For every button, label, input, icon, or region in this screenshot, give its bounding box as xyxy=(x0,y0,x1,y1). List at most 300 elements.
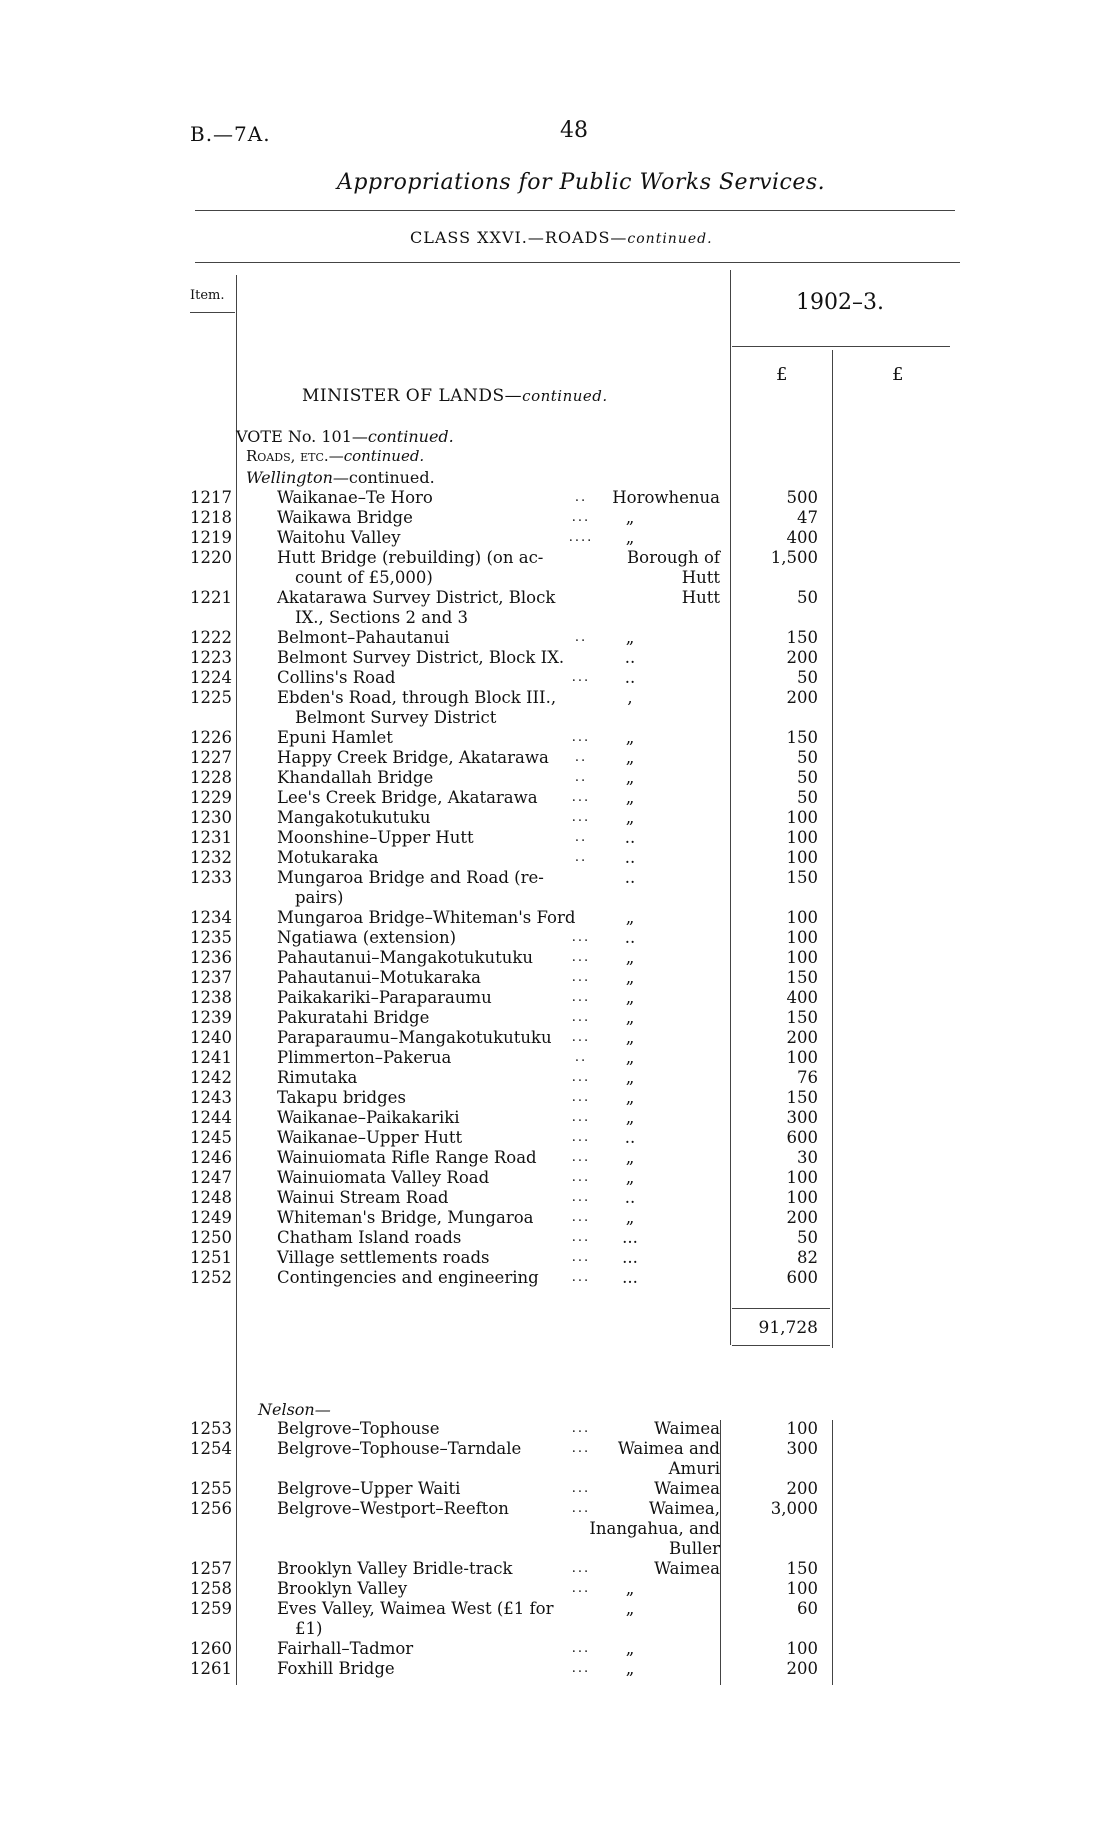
item-description xyxy=(277,768,583,788)
item-description xyxy=(277,488,583,508)
leader-dots: ... xyxy=(571,1421,591,1436)
item-description-line: Happy Creek Bridge, Akatarawa xyxy=(277,748,549,767)
item-number: 1258 xyxy=(190,1579,232,1598)
item-description xyxy=(277,1208,583,1228)
item-description xyxy=(277,788,583,808)
item-district-line: „ xyxy=(625,1639,635,1658)
table-row xyxy=(0,1639,1114,1659)
item-description-line: Paraparaumu–Mangakotukutuku xyxy=(277,1028,552,1047)
item-district xyxy=(580,1479,720,1499)
item-district-line: ... xyxy=(622,1268,638,1287)
item-description-line: Collins's Road xyxy=(277,668,396,687)
item-amount: 100 xyxy=(786,948,818,967)
item-description-line: Khandallah Bridge xyxy=(277,768,434,787)
vote-heading xyxy=(236,427,454,446)
wellington-heading xyxy=(246,468,435,487)
item-district-line: „ xyxy=(625,1659,635,1678)
item-description-continuation: Belmont Survey District xyxy=(295,708,497,727)
item-description xyxy=(277,1559,583,1579)
leader-dots: ... xyxy=(571,1230,591,1245)
item-description-line: Foxhill Bridge xyxy=(277,1659,395,1678)
item-amount: 47 xyxy=(797,508,818,527)
item-description xyxy=(277,1599,583,1639)
item-district-line: .. xyxy=(624,668,636,687)
leader-dots: ... xyxy=(571,1150,591,1165)
item-description xyxy=(277,1579,583,1599)
item-number: 1259 xyxy=(190,1599,232,1618)
item-district xyxy=(600,1008,660,1028)
item-number: 1236 xyxy=(190,948,232,967)
item-district-line: .. xyxy=(624,848,636,867)
item-description-line: Brooklyn Valley xyxy=(277,1579,408,1598)
item-district xyxy=(600,1639,660,1659)
item-district xyxy=(580,1499,720,1559)
item-district xyxy=(600,508,660,528)
item-amount: 30 xyxy=(797,1148,818,1167)
item-description-line: Mungaroa Bridge–Whiteman's Ford xyxy=(277,908,576,927)
table-row xyxy=(0,748,1114,768)
leader-dots: .. xyxy=(574,770,588,785)
leader-dots: ... xyxy=(571,1270,591,1285)
leader-dots: ... xyxy=(571,1030,591,1045)
item-number: 1246 xyxy=(190,1148,232,1167)
item-description xyxy=(277,1228,583,1248)
item-district xyxy=(580,1439,720,1479)
leader-dots: ... xyxy=(571,1110,591,1125)
item-description xyxy=(277,868,583,908)
item-district-line: „ xyxy=(625,1579,635,1598)
item-description xyxy=(277,1048,583,1068)
item-description-line: Whiteman's Bridge, Mungaroa xyxy=(277,1208,534,1227)
item-district xyxy=(600,948,660,968)
nelson-heading xyxy=(258,1400,331,1419)
item-district-line: Waimea xyxy=(654,1559,720,1578)
item-description xyxy=(277,528,583,548)
vote-heading-cont: continued. xyxy=(367,427,454,446)
item-district xyxy=(600,848,660,868)
leader-dots: ... xyxy=(571,1581,591,1596)
item-district xyxy=(600,1068,660,1088)
table-row xyxy=(0,688,1114,728)
roads-heading xyxy=(246,447,424,465)
leader-dots: .... xyxy=(568,530,594,545)
item-description-line: Motukaraka xyxy=(277,848,379,867)
item-description xyxy=(277,1108,583,1128)
table-row xyxy=(0,1168,1114,1188)
leader-dots: ... xyxy=(571,1090,591,1105)
item-description-line: Paikakariki–Paraparaumu xyxy=(277,988,492,1007)
item-district xyxy=(600,1168,660,1188)
item-amount: 150 xyxy=(786,628,818,647)
table-row xyxy=(0,1048,1114,1068)
item-district xyxy=(600,748,660,768)
item-amount: 150 xyxy=(786,1559,818,1578)
item-number: 1257 xyxy=(190,1559,232,1578)
item-description xyxy=(277,1028,583,1048)
item-district-line: „ xyxy=(625,508,635,527)
table-row xyxy=(0,1188,1114,1208)
leader-dots: .. xyxy=(574,1050,588,1065)
table-row xyxy=(0,1659,1114,1679)
item-description xyxy=(277,548,583,588)
table-row xyxy=(0,848,1114,868)
item-number: 1229 xyxy=(190,788,232,807)
table-row xyxy=(0,548,1114,588)
item-district-line: „ xyxy=(625,948,635,967)
item-description xyxy=(277,1248,583,1268)
item-description xyxy=(277,828,583,848)
item-number: 1248 xyxy=(190,1188,232,1207)
table-row xyxy=(0,1559,1114,1579)
item-district xyxy=(600,868,660,888)
vote-heading-text: VOTE No. 101— xyxy=(236,427,368,446)
item-amount: 100 xyxy=(786,908,818,927)
item-amount: 600 xyxy=(786,1128,818,1147)
item-amount: 100 xyxy=(786,808,818,827)
item-district-line: „ xyxy=(625,1168,635,1187)
item-district-line: Waimea and xyxy=(617,1439,720,1458)
item-amount: 100 xyxy=(786,1419,818,1438)
leader-dots: .. xyxy=(574,850,588,865)
item-district xyxy=(600,628,660,648)
item-district-line: „ xyxy=(625,628,635,647)
ministry-heading-text: MINISTER OF LANDS— xyxy=(302,386,523,406)
item-district xyxy=(600,728,660,748)
item-number: 1220 xyxy=(190,548,232,567)
item-description-continuation: pairs) xyxy=(295,888,344,907)
item-number: 1231 xyxy=(190,828,232,847)
table-row xyxy=(0,668,1114,688)
item-description xyxy=(277,1008,583,1028)
table-row xyxy=(0,528,1114,548)
table-row xyxy=(0,648,1114,668)
table-row xyxy=(0,628,1114,648)
item-district-line: ... xyxy=(622,1248,638,1267)
item-description xyxy=(277,1148,583,1168)
item-district-line: ... xyxy=(622,1228,638,1247)
leader-dots: ... xyxy=(571,1501,591,1516)
item-number: 1224 xyxy=(190,668,232,687)
year-column-header: 1902–3. xyxy=(796,290,884,315)
item-amount: 400 xyxy=(786,988,818,1007)
leader-dots: ... xyxy=(571,930,591,945)
item-district-line: Borough of xyxy=(627,548,720,567)
table-row xyxy=(0,1419,1114,1439)
table-row xyxy=(0,1248,1114,1268)
item-description-continuation: IX., Sections 2 and 3 xyxy=(295,608,469,627)
item-district-line: „ xyxy=(625,1048,635,1067)
table-row xyxy=(0,908,1114,928)
item-description-line: Lee's Creek Bridge, Akatarawa xyxy=(277,788,538,807)
leader-dots: ... xyxy=(571,1170,591,1185)
item-district-line: „ xyxy=(625,1008,635,1027)
item-description xyxy=(277,1068,583,1088)
item-district xyxy=(600,828,660,848)
item-number: 1241 xyxy=(190,1048,232,1067)
item-description-continuation: count of £5,000) xyxy=(295,568,433,587)
item-number: 1243 xyxy=(190,1088,232,1107)
item-description-line: Belgrove–Tophouse xyxy=(277,1419,440,1438)
table-row xyxy=(0,1108,1114,1128)
item-amount: 200 xyxy=(786,1479,818,1498)
item-district-line: „ xyxy=(625,1028,635,1047)
item-amount: 500 xyxy=(786,488,818,507)
item-amount: 100 xyxy=(786,1188,818,1207)
item-district-line: Hutt xyxy=(681,568,720,587)
item-description xyxy=(277,1188,583,1208)
item-amount: 50 xyxy=(797,788,818,807)
item-description xyxy=(277,628,583,648)
item-description xyxy=(277,728,583,748)
item-description-line: Waikanae–Upper Hutt xyxy=(277,1128,463,1147)
ministry-heading xyxy=(302,386,608,406)
item-district-line: „ xyxy=(625,1068,635,1087)
item-description-line: Takapu bridges xyxy=(277,1088,406,1107)
table-row xyxy=(0,1499,1114,1559)
item-description-line: Plimmerton–Pakerua xyxy=(277,1048,452,1067)
item-district xyxy=(600,1048,660,1068)
item-amount: 300 xyxy=(786,1108,818,1127)
item-number: 1230 xyxy=(190,808,232,827)
item-district xyxy=(580,588,720,608)
roads-heading-cont: continued. xyxy=(343,447,425,465)
item-number: 1240 xyxy=(190,1028,232,1047)
table-row xyxy=(0,728,1114,748)
item-description xyxy=(277,1659,583,1679)
item-district-line: „ xyxy=(625,1599,635,1618)
item-number: 1245 xyxy=(190,1128,232,1147)
item-description xyxy=(277,1168,583,1188)
class-heading-text: CLASS XXVI.—ROADS— xyxy=(410,228,628,247)
item-amount: 150 xyxy=(786,868,818,887)
item-header-underline xyxy=(190,312,235,313)
table-row xyxy=(0,948,1114,968)
table-row xyxy=(0,1088,1114,1108)
item-district-line: „ xyxy=(625,988,635,1007)
item-district-line: .. xyxy=(624,928,636,947)
item-description-line: Pahautanui–Mangakotukutuku xyxy=(277,948,533,967)
wellington-heading-cont: continued. xyxy=(348,468,435,487)
item-district-line: „ xyxy=(625,728,635,747)
item-description-line: Epuni Hamlet xyxy=(277,728,393,747)
table-row xyxy=(0,788,1114,808)
item-number: 1227 xyxy=(190,748,232,767)
item-amount: 1,500 xyxy=(770,548,818,567)
table-row xyxy=(0,1028,1114,1048)
item-description-line: Mangakotukutuku xyxy=(277,808,431,827)
year-header-underline xyxy=(732,346,950,347)
item-amount: 300 xyxy=(786,1439,818,1458)
item-amount: 200 xyxy=(786,1659,818,1678)
leader-dots: ... xyxy=(571,1210,591,1225)
item-district xyxy=(600,528,660,548)
item-description xyxy=(277,588,583,628)
item-district xyxy=(600,808,660,828)
item-amount: 50 xyxy=(797,768,818,787)
item-description-line: Contingencies and engineering xyxy=(277,1268,539,1287)
leader-dots: ... xyxy=(571,970,591,985)
table-row xyxy=(0,508,1114,528)
item-amount: 150 xyxy=(786,728,818,747)
item-district xyxy=(580,1559,720,1579)
item-description xyxy=(277,908,583,928)
item-description-line: Eves Valley, Waimea West (£1 for xyxy=(277,1599,554,1618)
currency-label-2: £ xyxy=(892,364,904,385)
item-district-line: „ xyxy=(625,968,635,987)
item-district xyxy=(600,908,660,928)
table-row xyxy=(0,868,1114,908)
item-amount: 200 xyxy=(786,648,818,667)
item-description-line: Waikanae–Paikakariki xyxy=(277,1108,460,1127)
table-row xyxy=(0,1479,1114,1499)
item-number: 1219 xyxy=(190,528,232,547)
item-description-line: Pahautanui–Motukaraka xyxy=(277,968,482,987)
table-row xyxy=(0,1268,1114,1288)
item-district xyxy=(600,788,660,808)
item-amount: 50 xyxy=(797,748,818,767)
item-district xyxy=(580,1419,720,1439)
item-number: 1237 xyxy=(190,968,232,987)
item-district-line: „ xyxy=(625,528,635,547)
table-row xyxy=(0,1068,1114,1088)
item-district-line: Waimea xyxy=(654,1419,720,1438)
item-description xyxy=(277,948,583,968)
total-rule-bottom xyxy=(732,1345,830,1346)
item-amount: 50 xyxy=(797,588,818,607)
item-description xyxy=(277,508,583,528)
item-district xyxy=(600,1108,660,1128)
item-district xyxy=(600,648,660,668)
item-district xyxy=(600,1659,660,1679)
item-district-line: Waimea, xyxy=(648,1499,720,1518)
item-number: 1252 xyxy=(190,1268,232,1287)
leader-dots: ... xyxy=(571,670,591,685)
item-amount: 100 xyxy=(786,1168,818,1187)
currency-label-1: £ xyxy=(776,364,788,385)
class-heading-cont: continued. xyxy=(627,231,713,247)
item-amount: 100 xyxy=(786,1639,818,1658)
item-district-line: „ xyxy=(625,1088,635,1107)
item-description xyxy=(277,1128,583,1148)
item-district xyxy=(580,488,720,508)
roads-heading-text: Roads, etc.— xyxy=(246,447,344,465)
table-row xyxy=(0,1439,1114,1479)
item-district-line: .. xyxy=(624,1188,636,1207)
item-number: 1233 xyxy=(190,868,232,887)
item-amount: 82 xyxy=(797,1248,818,1267)
wellington-total: 91,728 xyxy=(758,1318,818,1338)
item-description-line: Waikawa Bridge xyxy=(277,508,413,527)
item-description-line: Belmont Survey District, Block IX. xyxy=(277,648,565,667)
table-row xyxy=(0,588,1114,628)
item-amount: 50 xyxy=(797,1228,818,1247)
table-row xyxy=(0,1579,1114,1599)
item-district-line: Horowhenua xyxy=(612,488,720,507)
item-district-line: .. xyxy=(624,648,636,667)
item-district-line: „ xyxy=(625,788,635,807)
item-number: 1222 xyxy=(190,628,232,647)
item-district-line: Buller xyxy=(669,1539,720,1558)
item-description xyxy=(277,1088,583,1108)
leader-dots: ... xyxy=(571,1561,591,1576)
item-number: 1242 xyxy=(190,1068,232,1087)
leader-dots: ... xyxy=(571,1441,591,1456)
item-number: 1221 xyxy=(190,588,232,607)
item-description-line: Ebden's Road, through Block III., xyxy=(277,688,557,707)
table-row xyxy=(0,988,1114,1008)
leader-dots: ... xyxy=(571,790,591,805)
item-description xyxy=(277,1268,583,1288)
leader-dots: ... xyxy=(571,1250,591,1265)
item-amount: 100 xyxy=(786,928,818,947)
item-amount: 150 xyxy=(786,1088,818,1107)
item-description-line: Mungaroa Bridge and Road (re- xyxy=(277,868,544,887)
item-description-line: Wainuiomata Valley Road xyxy=(277,1168,490,1187)
item-description-line: Wainui Stream Road xyxy=(277,1188,449,1207)
item-description xyxy=(277,1419,583,1439)
item-number: 1234 xyxy=(190,908,232,927)
item-district xyxy=(600,1228,660,1248)
item-amount: 50 xyxy=(797,668,818,687)
item-district xyxy=(600,1028,660,1048)
item-number: 1238 xyxy=(190,988,232,1007)
item-description xyxy=(277,1639,583,1659)
table-row xyxy=(0,768,1114,788)
item-description-line: Village settlements roads xyxy=(277,1248,490,1267)
leader-dots: ... xyxy=(571,810,591,825)
table-row xyxy=(0,928,1114,948)
table-row xyxy=(0,828,1114,848)
item-district xyxy=(600,668,660,688)
item-number: 1256 xyxy=(190,1499,232,1518)
item-district-line: .. xyxy=(624,828,636,847)
item-district-line: „ xyxy=(625,1108,635,1127)
item-number: 1232 xyxy=(190,848,232,867)
item-amount: 200 xyxy=(786,688,818,707)
item-description-line: Wainuiomata Rifle Range Road xyxy=(277,1148,537,1167)
item-number: 1223 xyxy=(190,648,232,667)
item-description xyxy=(277,928,583,948)
item-description-line: Waikanae–Te Horo xyxy=(277,488,433,507)
item-district xyxy=(580,548,720,588)
leader-dots: ... xyxy=(571,1190,591,1205)
item-district-line: „ xyxy=(625,768,635,787)
item-description-line: Pakuratahi Bridge xyxy=(277,1008,430,1027)
leader-dots: ... xyxy=(571,950,591,965)
item-district xyxy=(600,1188,660,1208)
item-number: 1255 xyxy=(190,1479,232,1498)
item-district xyxy=(600,1208,660,1228)
item-description xyxy=(277,1479,583,1499)
item-description-continuation: £1) xyxy=(295,1619,323,1638)
item-district xyxy=(600,688,660,708)
item-description xyxy=(277,1499,583,1519)
item-number: 1254 xyxy=(190,1439,232,1458)
item-description xyxy=(277,808,583,828)
item-number: 1225 xyxy=(190,688,232,707)
item-district xyxy=(600,1148,660,1168)
item-number: 1226 xyxy=(190,728,232,747)
item-description-line: Belgrove–Tophouse–Tarndale xyxy=(277,1439,522,1458)
item-description xyxy=(277,968,583,988)
item-district-line: „ xyxy=(625,1208,635,1227)
item-description xyxy=(277,748,583,768)
item-district-line: „ xyxy=(625,1148,635,1167)
item-column-header: Item. xyxy=(190,288,225,303)
item-district-line: „ xyxy=(625,908,635,927)
table-row xyxy=(0,808,1114,828)
item-description-line: Waitohu Valley xyxy=(277,528,401,547)
